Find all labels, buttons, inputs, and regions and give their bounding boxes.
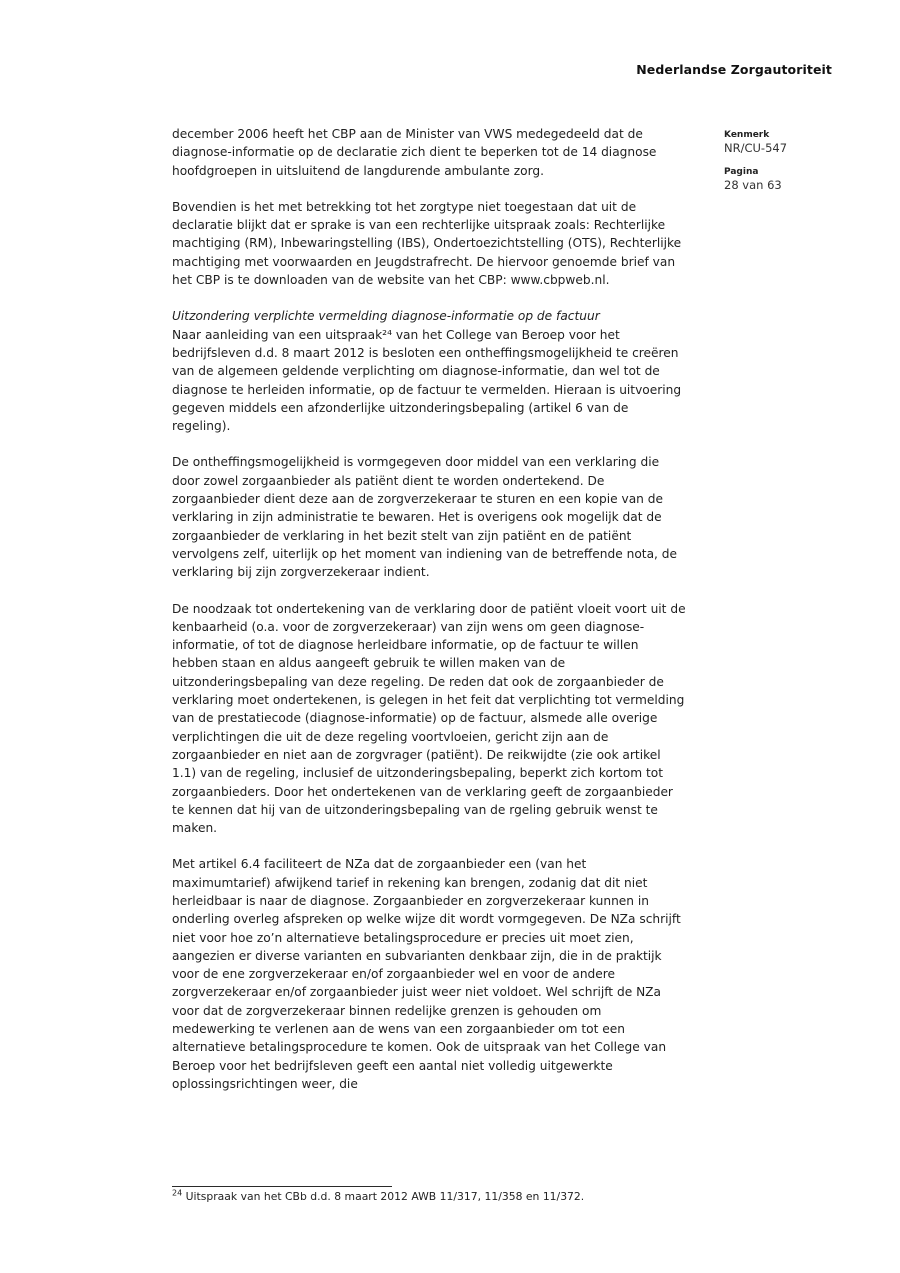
kenmerk-value: NR/CU-547 [724,141,788,155]
footnote [172,1190,688,1204]
body-paragraph: Bovendien is het met betrekking tot het zorgtype niet toegestaan dat uit de declaratie blijkt dat er sprake is van een rechterlijke uitspraak zoals: Rechterlijke machtiging (RM), Inbewaringstelling (IBS), Ondertoezichtstelling (OTS), Rechterlijke machtiging met voorwaarden en Jeugdstrafrecht. De hiervoor genoemde brief van het CBP is te downloaden van de website van het CBP: www.cbpweb.nl. [172,199,682,288]
document-meta-block [724,130,874,204]
pagina-value: 28 van 63 [724,178,782,192]
footnote-text: Uitspraak van het CBb d.d. 8 maart 2012 AWB 11/317, 11/358 en 11/372. [182,1190,585,1203]
footnote-separator-rule [172,1186,392,1187]
body-paragraph: Met artikel 6.4 faciliteert de NZa dat de zorgaanbieder een (van het maximumtarief) afwijkend tarief in rekening kan brengen, zodanig dat dit niet herleidbaar is naar de diagnose. Zorgaanbieder en zorgverzekeraar kunnen in onderling overleg afspreken op welke wijze dit wordt vormgegeven. De NZa schrijft niet voor hoe zo’n alternatieve betalingsprocedure er precies uit moet zien, aangezien er diverse varianten en subvarianten denkbaar zijn, die in de praktijk voor de ene zorgverzekeraar en/of zorgaanbieder wel en voor de andere zorgverzekeraar en/of zorgaanbieder juist weer niet voldoet. Wel schrijft de NZa voor dat de zorgverzekeraar binnen redelijke grenzen is gehouden om medewerking te verlenen aan de wens van een zorgaanbieder om tot een alternatieve betalingsprocedure te komen. Ook de uitspraak van het College van Beroep voor het bedrijfsleven geeft een aantal niet volledig uitgewerkte oplossingsrichtingen weer, die [172,857,681,1091]
body-paragraph: De ontheffingsmogelijkheid is vormgegeven door middel van een verklaring die door zowel zorgaanbieder als patiënt dient te worden ondertekend. De zorgaanbieder dient deze aan de zorgverzekeraar te sturen en een kopie van de verklaring in zijn administratie te bewaren. Het is overigens ook mogelijk dat de zorgaanbieder de verklaring in het bezit stelt van zijn patiënt en de patiënt vervolgens zelf, uiterlijk op het moment van indiening van de betreffende nota, de verklaring bij zijn zorgverzekeraar indient. [172,455,678,580]
body-text-column [172,125,688,1111]
footnote-marker: 24 [172,1188,183,1198]
body-paragraph: december 2006 heeft het CBP aan de Minister van VWS medegedeeld dat de diagnose-informatie op de declaratie zich dient te beperken tot de 14 diagnose hoofdgroepen in uitsluitend de langdurende ambulante zorg. [172,127,657,178]
pagina-label: Pagina [724,167,759,177]
body-paragraph: De noodzaak tot ondertekening van de verklaring door de patiënt vloeit voort uit de kenbaarheid (o.a. voor de zorgverzekeraar) van zijn wens om geen diagnose-informatie, of tot de diagnose herleidbare informatie, op de factuur te willen hebben staan en aldus aangeeft gebruik te willen maken van de uitzonderingsbepaling van deze regeling. De reden dat ook de zorgaanbieder de verklaring moet ondertekenen, is gelegen in het feit dat verplichting tot vermelding van de prestatiecode (diagnose-informatie) op de factuur, alsmede alle overige verplichtingen die uit de deze regeling voortvloeien, gericht zijn aan de zorgaanbieder en niet aan de zorgvrager (patiënt). De reikwijdte (zie ook artikel 1.1) van de regeling, inclusief de uitzonderingsbepaling, beperkt zich kortom tot zorgaanbieders. Door het ondertekenen van de verklaring geeft de zorgaanbieder te kennen dat hij van de uitzonderingsbepaling van de rgeling gebruik wenst te maken. [172,601,686,836]
org-name-header: Nederlandse Zorgautoriteit [636,62,832,77]
footnote-area [172,1186,688,1204]
section-heading: Uitzondering verplichte vermelding diagnose-informatie op de factuur [172,309,600,324]
body-paragraph: Naar aanleiding van een uitspraak²⁴ van het College van Beroep voor het bedrijfsleven d.d. 8 maart 2012 is besloten een ontheffingsmogelijkheid te creëren van de algemeen geldende verplichting om diagnose-informatie, dan wel tot de diagnose te herleiden informatie, op de factuur te vermelden. Hieraan is uitvoering gegeven middels een afzonderlijke uitzonderingsbepaling (artikel 6 van de regeling). [172,327,682,434]
kenmerk-label: Kenmerk [724,130,770,140]
